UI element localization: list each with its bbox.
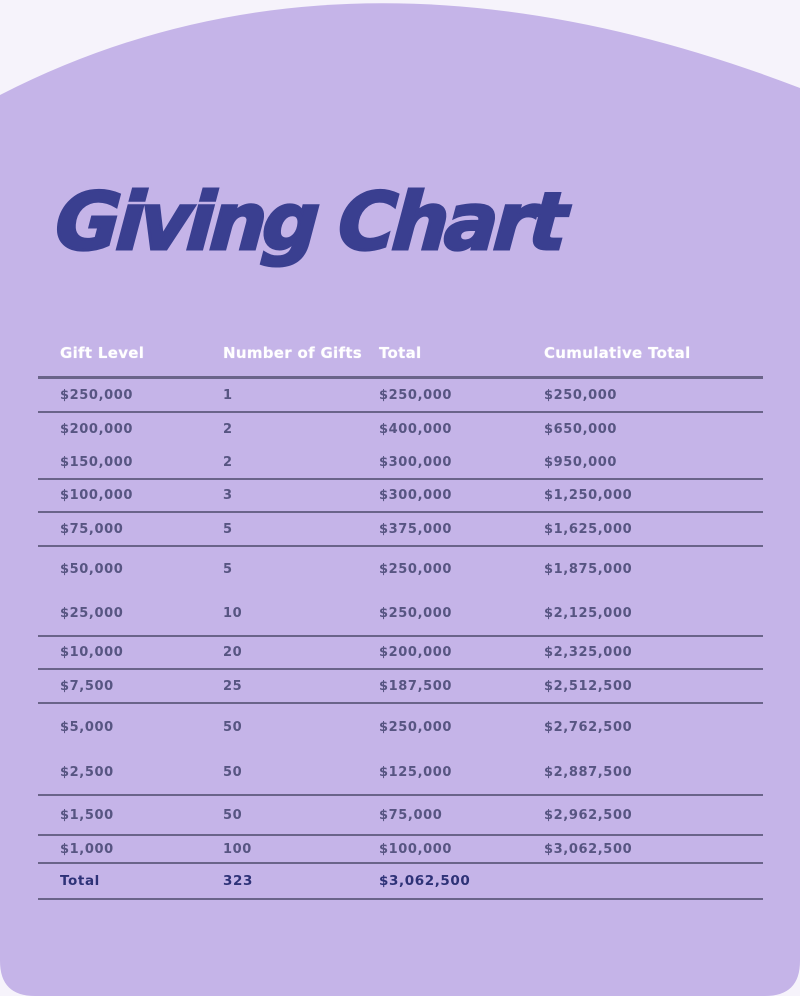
- cell-cumulative-total: $2,125,000: [544, 605, 633, 621]
- cell-total: $75,000: [379, 807, 443, 823]
- header-gift-level: Gift Level: [60, 344, 145, 362]
- cell-total: $375,000: [379, 521, 453, 537]
- cell-gift-level: $100,000: [60, 488, 134, 503]
- cell-gift-level: $7,500: [60, 678, 114, 694]
- cell-number-of-gifts: 25: [223, 678, 243, 694]
- table-row: [38, 480, 763, 513]
- cell-cumulative-total: $650,000: [544, 422, 618, 437]
- table-row: [38, 379, 763, 413]
- cell-total: $250,000: [379, 719, 453, 735]
- cell-gift-level: $1,500: [60, 807, 114, 823]
- cell-cumulative-total: $1,875,000: [544, 561, 633, 577]
- header-cumulative-total: Cumulative Total: [544, 344, 691, 362]
- cell-number-of-gifts: 20: [223, 645, 243, 660]
- cell-number-of-gifts: 1: [223, 387, 233, 403]
- cell-total: $100,000: [379, 841, 453, 857]
- cell-number-of-gifts: 2: [223, 422, 233, 437]
- total-number-of-gifts: 323: [223, 873, 253, 889]
- total-amount: $3,062,500: [379, 873, 471, 889]
- cell-gift-level: $1,000: [60, 841, 114, 857]
- cell-number-of-gifts: 3: [223, 488, 233, 503]
- cell-number-of-gifts: 5: [223, 561, 233, 577]
- table-row: [38, 513, 763, 547]
- cell-total: $125,000: [379, 764, 453, 780]
- cell-cumulative-total: $2,512,500: [544, 678, 633, 694]
- table-row: [38, 591, 763, 637]
- cell-total: $300,000: [379, 488, 453, 503]
- cell-total: $300,000: [379, 454, 453, 470]
- cell-gift-level: $250,000: [60, 387, 134, 403]
- table-row: [38, 750, 763, 796]
- cell-total: $250,000: [379, 605, 453, 621]
- table-row: [38, 547, 763, 591]
- page-title: Giving Chart: [52, 176, 567, 268]
- cell-gift-level: $75,000: [60, 521, 124, 537]
- cell-cumulative-total: $3,062,500: [544, 841, 633, 857]
- table-total-row: [38, 864, 763, 900]
- table-row: [38, 836, 763, 864]
- cell-number-of-gifts: 10: [223, 605, 243, 621]
- cell-gift-level: $150,000: [60, 454, 134, 470]
- table-row: [38, 796, 763, 836]
- total-label: Total: [60, 873, 100, 889]
- cell-number-of-gifts: 50: [223, 764, 243, 780]
- table-row: [38, 670, 763, 704]
- table-header-row: [38, 330, 763, 379]
- header-number-of-gifts: Number of Gifts: [223, 344, 363, 362]
- giving-chart-table: [38, 330, 763, 900]
- cell-gift-level: $200,000: [60, 422, 134, 437]
- cell-gift-level: $50,000: [60, 561, 124, 577]
- cell-gift-level: $25,000: [60, 605, 124, 621]
- cell-total: $250,000: [379, 387, 453, 403]
- cell-cumulative-total: $1,625,000: [544, 521, 633, 537]
- table-row: [38, 704, 763, 750]
- cell-number-of-gifts: 5: [223, 521, 233, 537]
- cell-gift-level: $5,000: [60, 719, 114, 735]
- cell-cumulative-total: $950,000: [544, 454, 618, 470]
- cell-cumulative-total: $2,962,500: [544, 807, 633, 823]
- cell-gift-level: $2,500: [60, 764, 114, 780]
- cell-total: $187,500: [379, 678, 453, 694]
- cell-cumulative-total: $2,887,500: [544, 764, 633, 780]
- table-body: [38, 379, 763, 864]
- cell-cumulative-total: $1,250,000: [544, 488, 633, 503]
- cell-gift-level: $10,000: [60, 645, 124, 660]
- table-row: [38, 446, 763, 480]
- cell-cumulative-total: $2,325,000: [544, 645, 633, 660]
- table-row: [38, 637, 763, 670]
- cell-number-of-gifts: 100: [223, 841, 252, 857]
- cell-total: $250,000: [379, 561, 453, 577]
- header-total: Total: [379, 344, 422, 362]
- cell-number-of-gifts: 2: [223, 454, 233, 470]
- cell-cumulative-total: $250,000: [544, 387, 618, 403]
- cell-total: $400,000: [379, 422, 453, 437]
- cell-number-of-gifts: 50: [223, 807, 243, 823]
- table-row: [38, 413, 763, 446]
- cell-number-of-gifts: 50: [223, 719, 243, 735]
- cell-total: $200,000: [379, 645, 453, 660]
- cell-cumulative-total: $2,762,500: [544, 719, 633, 735]
